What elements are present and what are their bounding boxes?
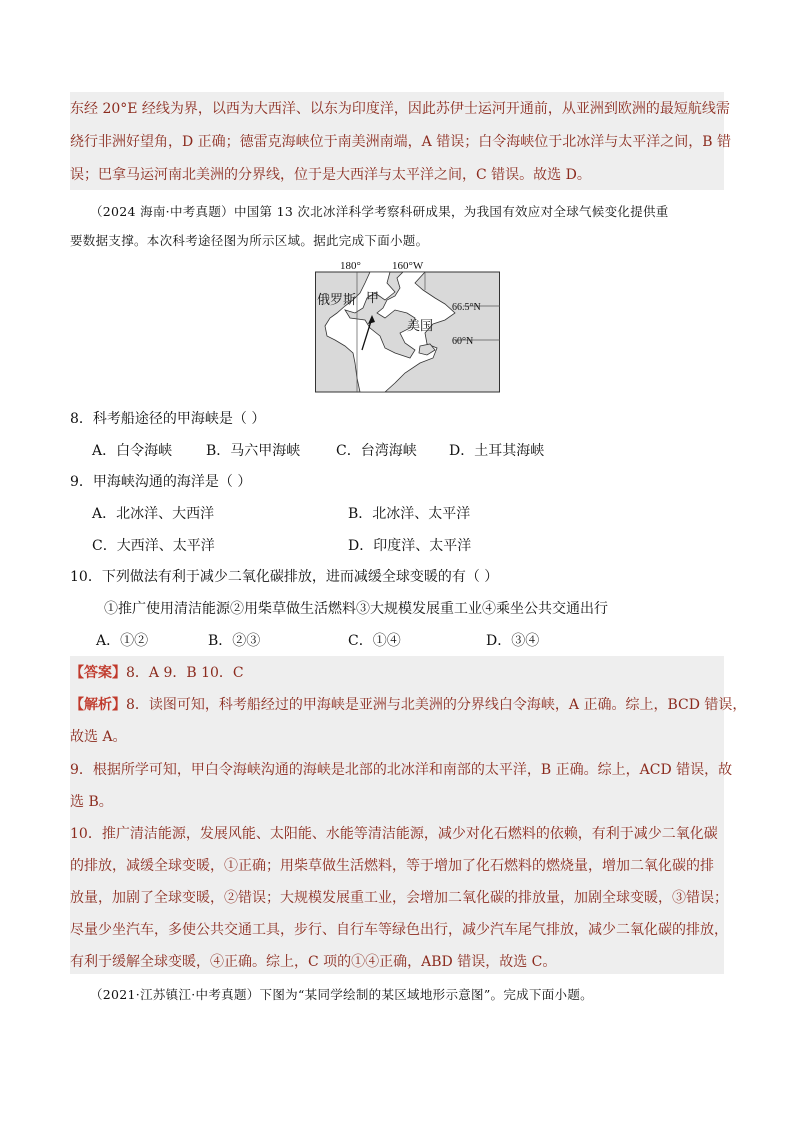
answer-line [70, 664, 244, 682]
question-8-stem: 8．科考船途径的甲海峡是（ ） [70, 411, 266, 427]
question-10-stem: 10．下列做法有利于减少二氧化碳排放，进而减缓全球变暖的有（ ） [70, 569, 499, 585]
q10-option-c: C．①④ [348, 633, 401, 649]
analysis-line-6: 的排放，减缓全球变暖，①正确；用柴草做生活燃料，等于增加了化石燃料的燃烧量，增加二氧化碳的排 [70, 858, 714, 874]
map-label-russia: 俄罗斯 [317, 293, 357, 308]
analysis-line-8: 尽量少坐汽车，多使公共交通工具，步行、自行车等绿色出行，减少汽车尾气排放，减少二氧化碳的排放， [70, 922, 728, 938]
question-intro-line-1: （2024 海南·中考真题）中国第 13 次北冰洋科学考察科研成果，为我国有效应对全球气候变化提供重 [90, 204, 669, 219]
q10-option-d: D．③④ [486, 633, 540, 649]
prev-explanation-line-3: 误；巴拿马运河南北美洲的分界线，位于是大西洋与太平洋之间，C 错误。故选 D。 [70, 167, 591, 183]
map-label-jia: 甲 [366, 291, 380, 306]
analysis-line-5: 10．推广清洁能源，发展风能、太阳能、水能等清洁能源，减少对化石燃料的依赖，有利于减少二氧化碳 [70, 826, 718, 842]
map-label-66-5n: 66.5°N [452, 302, 481, 313]
next-question-intro: （2021·江苏镇江·中考真题）下图为“某同学绘制的某区域地形示意图”。完成下面小题。 [90, 987, 593, 1002]
analysis-line-2: 故选 A。 [70, 729, 127, 745]
analysis-line-3: 9．根据所学可知，甲白令海峡沟通的海峡是北部的北冰洋和南部的太平洋，B 正确。综上，ACD 错误，故 [70, 762, 733, 778]
q8-option-b: B．马六甲海峡 [206, 443, 301, 459]
q8-option-c: C．台湾海峡 [336, 443, 417, 459]
prev-explanation-line-1: 东经 20°E 经线为界，以西为大西洋、以东为印度洋，因此苏伊士运河开通前，从亚洲到欧洲的最短航线需 [70, 101, 730, 117]
prev-explanation-line-2: 绕行非洲好望角，D 正确；德雷克海峡位于南美洲南端，A 错误；白令海峡位于北冰洋与太平洋之间，B 错 [70, 134, 731, 150]
question-intro-line-2: 要数据支撑。本次科考途径图为所示区域。据此完成下面小题。 [70, 233, 429, 248]
q8-option-a: A．白令海峡 [92, 443, 173, 459]
q9-option-c: C．大西洋、太平洋 [92, 538, 215, 554]
q10-option-b: B．②③ [208, 633, 261, 649]
analysis-line-9: 有利于缓解全球变暖，④正确。综上，C 项的①④正确，ABD 错误，故选 C。 [70, 954, 557, 970]
q10-statements: ①推广使用清洁能源②用柴草做生活燃料③大规模发展重工业④乘坐公共交通出行 [104, 601, 608, 617]
map-label-180: 180° [340, 260, 361, 272]
q9-option-a: A．北冰洋、大西洋 [92, 506, 215, 522]
q9-option-d: D．印度洋、太平洋 [348, 538, 472, 554]
map-label-usa: 美国 [407, 319, 434, 334]
q10-option-a: A．①② [96, 633, 149, 649]
answer-tag: 【答案】 [70, 665, 126, 681]
map-label-60n: 60°N [452, 336, 474, 347]
analysis-line-1 [70, 696, 746, 714]
analysis-line-4: 选 B。 [70, 794, 113, 810]
q8-option-d: D．土耳其海峡 [449, 443, 545, 459]
q9-option-b: B．北冰洋、太平洋 [348, 506, 471, 522]
analysis-text-1: 8．读图可知，科考船经过的甲海峡是亚洲与北美洲的分界线白令海峡，A 正确。综上，BCD 错误， [126, 697, 747, 713]
analysis-tag: 【解析】 [70, 697, 126, 713]
answer-text: 8．A 9．B 10．C [126, 665, 244, 681]
analysis-line-7: 放量，加剧了全球变暖，②错误；大规模发展重工业，会增加二氧化碳的排放量，加剧全球变暖，③错误； [70, 890, 728, 906]
bering-strait-map [315, 258, 500, 393]
map-label-160w: 160°W [392, 260, 424, 272]
question-9-stem: 9．甲海峡沟通的海洋是（ ） [70, 474, 252, 490]
